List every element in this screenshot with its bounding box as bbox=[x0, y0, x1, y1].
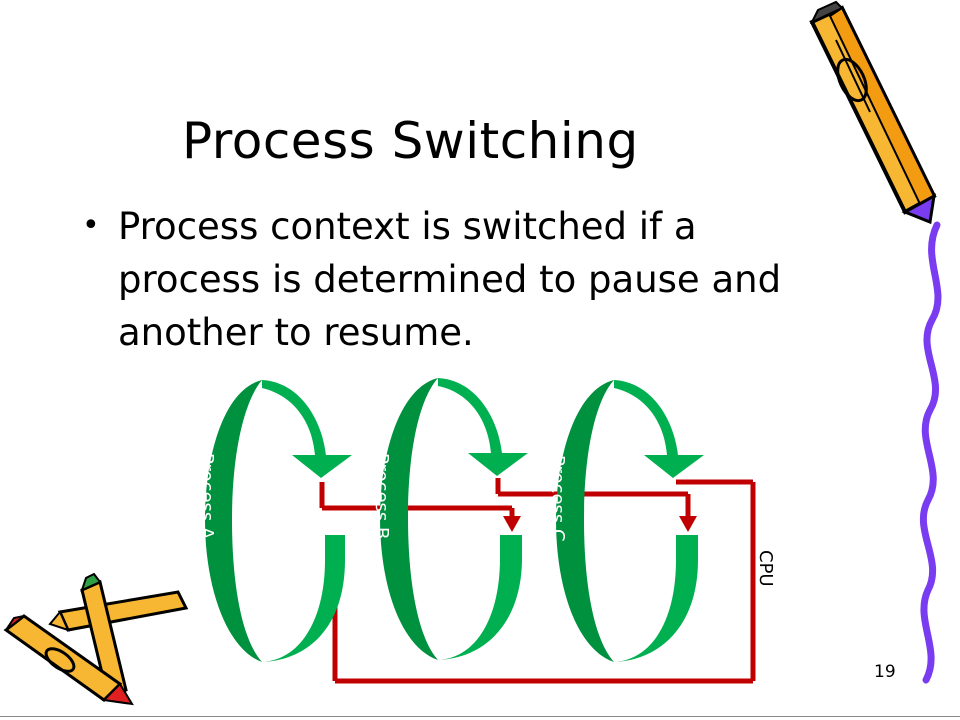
process-c-label: Process C bbox=[547, 455, 568, 542]
pencil-clipart-top-right bbox=[812, 2, 934, 222]
process-a-cycle bbox=[205, 380, 352, 662]
bottom-divider bbox=[0, 716, 960, 717]
process-b-label: Process B bbox=[371, 453, 392, 540]
process-c-cycle bbox=[556, 380, 704, 662]
slide-title: Process Switching bbox=[182, 112, 639, 170]
bullet-marker: • bbox=[82, 208, 100, 243]
process-a-label: Process A bbox=[196, 453, 217, 540]
cpu-label: CPU bbox=[755, 550, 776, 587]
crayons-clipart-bottom-left bbox=[6, 574, 186, 704]
bullet-text: Process context is switched if a process is determined to pause and another to resume. bbox=[118, 205, 782, 354]
page-number: 19 bbox=[874, 662, 896, 682]
purple-squiggle-decoration bbox=[923, 225, 938, 680]
